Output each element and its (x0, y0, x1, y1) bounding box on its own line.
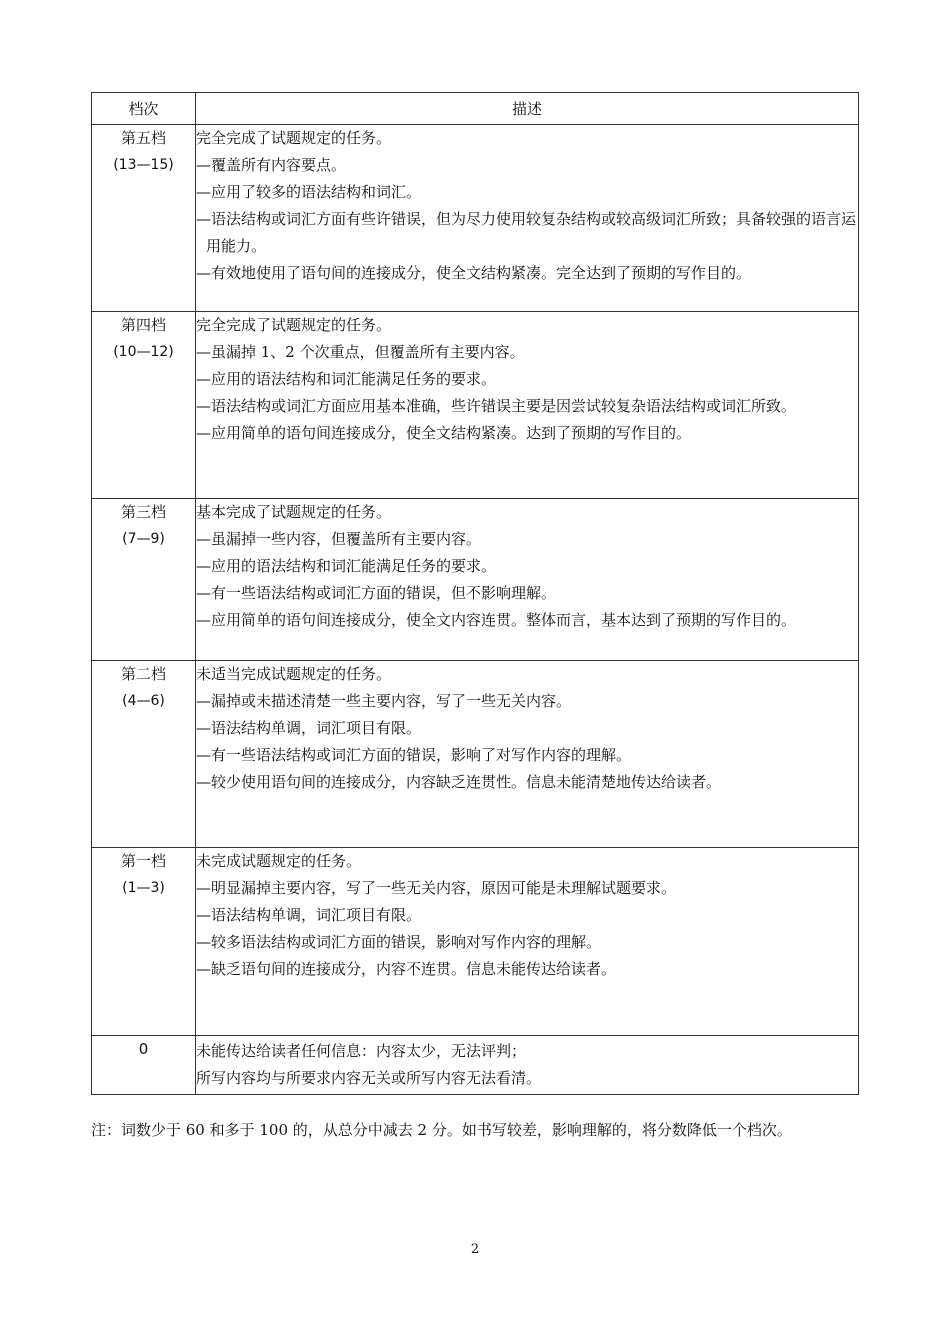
level-range: (1—3) (122, 880, 165, 896)
description-cell (196, 125, 859, 312)
level-name: 第二档 (120, 665, 166, 683)
description-line: —语法结构单调，词汇项目有限。 (196, 906, 422, 924)
description-line: —覆盖所有内容要点。 (196, 156, 347, 174)
footnote: 注：词数少于 60 和多于 100 的，从总分中减去 2 分。如书写较差，影响理解的，将分数降低一个档次。 (91, 1121, 792, 1139)
table-row (92, 312, 859, 499)
page-number: 2 (470, 1242, 480, 1257)
description-line: 完全完成了试题规定的任务。 (196, 316, 392, 334)
description-line: —应用简单的语句间连接成分，使全文结构紧凑。达到了预期的写作目的。 (196, 424, 692, 442)
level-name: 第四档 (120, 316, 166, 334)
level-range: (13—15) (113, 157, 174, 173)
description-cell (196, 499, 859, 661)
scoring-rubric-table (91, 92, 859, 1095)
description-line: —语法结构单调，词汇项目有限。 (196, 719, 422, 737)
description-line: —虽漏掉一些内容，但覆盖所有主要内容。 (196, 530, 482, 548)
description-line: —明显漏掉主要内容，写了一些无关内容，原因可能是未理解试题要求。 (196, 879, 677, 897)
description-line: —有一些语法结构或词汇方面的错误，影响了对写作内容的理解。 (196, 746, 632, 764)
description-line: 未完成试题规定的任务。 (196, 852, 362, 870)
description-line: —语法结构或词汇方面有些许错误，但为尽力使用较复杂结构或较高级词汇所致；具备较强的语言运用能力。 (196, 210, 857, 255)
description-line: —应用了较多的语法结构和词汇。 (196, 183, 422, 201)
description-line: —漏掉或未描述清楚一些主要内容，写了一些无关内容。 (196, 692, 572, 710)
level-range: (10—12) (113, 344, 174, 360)
description-line: 未能传达给读者任何信息：内容太少，无法评判； (196, 1042, 527, 1060)
description-line: —应用的语法结构和词汇能满足任务的要求。 (196, 370, 497, 388)
description-line: —应用的语法结构和词汇能满足任务的要求。 (196, 557, 497, 575)
table-row (92, 661, 859, 848)
table-header-row (92, 93, 859, 125)
description-line: —应用简单的语句间连接成分，使全文内容连贯。整体而言，基本达到了预期的写作目的。 (196, 611, 797, 629)
table-row (92, 1036, 859, 1095)
level-cell (92, 125, 196, 312)
level-cell (92, 661, 196, 848)
description-line: —较多语法结构或词汇方面的错误，影响对写作内容的理解。 (196, 933, 602, 951)
description-line: —较少使用语句间的连接成分，内容缺乏连贯性。信息未能清楚地传达给读者。 (196, 773, 722, 791)
description-line: —缺乏语句间的连接成分，内容不连贯。信息未能传达给读者。 (196, 960, 617, 978)
table-row (92, 848, 859, 1036)
description-line: —语法结构或词汇方面应用基本准确，些许错误主要是因尝试较复杂语法结构或词汇所致。 (196, 397, 797, 415)
level-cell (92, 848, 196, 1036)
description-line: —虽漏掉 1、2 个次重点，但覆盖所有主要内容。 (196, 343, 525, 361)
description-line: 未适当完成试题规定的任务。 (196, 665, 392, 683)
description-cell (196, 1036, 859, 1095)
level-name: 第一档 (120, 852, 166, 870)
level-range: (4—6) (122, 693, 165, 709)
description-cell (196, 661, 859, 848)
description-line: —有一些语法结构或词汇方面的错误，但不影响理解。 (196, 584, 557, 602)
description-cell (196, 312, 859, 499)
level-cell (92, 499, 196, 661)
header-description: 描述 (196, 93, 859, 125)
description-line: 基本完成了试题规定的任务。 (196, 503, 392, 521)
level-name: 第五档 (120, 129, 166, 147)
description-cell (196, 848, 859, 1036)
level-name: 第三档 (120, 503, 166, 521)
table-row (92, 125, 859, 312)
level-range: (7—9) (122, 531, 165, 547)
level-name: 0 (138, 1040, 149, 1058)
table-row (92, 499, 859, 661)
description-line: —有效地使用了语句间的连接成分，使全文结构紧凑。完全达到了预期的写作目的。 (196, 264, 752, 282)
description-line: 所写内容均与所要求内容无关或所写内容无法看清。 (196, 1069, 542, 1087)
level-cell (92, 312, 196, 499)
level-cell (92, 1036, 196, 1095)
description-line: 完全完成了试题规定的任务。 (196, 129, 392, 147)
header-level: 档次 (92, 93, 196, 125)
